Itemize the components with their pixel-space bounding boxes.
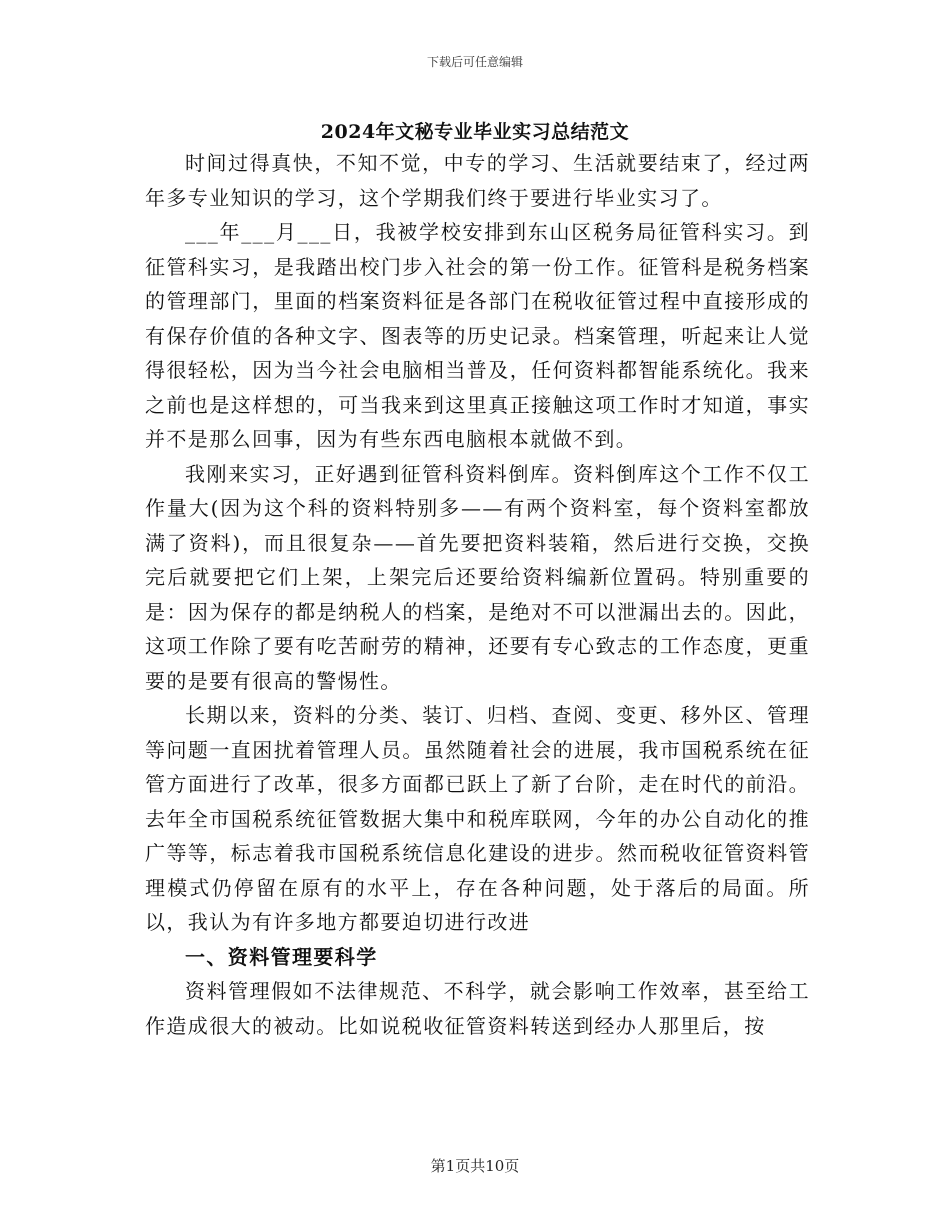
body-paragraph-1: 时间过得真快，不知不觉，中专的学习、生活就要结束了，经过两年多专业知识的学习，这个学期我们终于要进行毕业实习了。: [145, 151, 810, 210]
page-header-note: 下载后可任意编辑: [426, 55, 523, 69]
body-paragraph-2: ___年___月___日，我被学校安排到东山区税务局征管科实习。到征管科实习，是我踏出校门步入社会的第一份工作。征管科是税务档案的管理部门，里面的档案资料征是各部门在税收征管过程中直接形成的有保存价值的各种文字、图表等的历史记录。档案管理，听起来让人觉得很轻松，因为当今社会电脑相当普及，任何资料都智能系统化。我来之前也是这样想的，可当我来到这里真正接触这项工作时才知道，事实并不是那么回事，因为有些东西电脑根本就做不到。: [145, 220, 810, 451]
body-paragraph-3: 我刚来实习，正好遇到征管科资料倒库。资料倒库这个工作不仅工作量大(因为这个科的资料特别多——有两个资料室，每个资料室都放满了资料)，而且很复杂——首先要把资料装箱，然后进行交换，交换完后就要把它们上架，上架完后还要给资料编新位置码。特别重要的是：因为保存的都是纳税人的档案，是绝对不可以泄漏出去的。因此，这项工作除了要有吃苦耐劳的精神，还要有专心致志的工作态度，更重要的是要有很高的警惕性。: [145, 461, 810, 693]
body-paragraph-4: 长期以来，资料的分类、装订、归档、查阅、变更、移外区、管理等问题一直困扰着管理人员。虽然随着社会的进展，我市国税系统在征管方面进行了改革，很多方面都已跃上了新了台阶，走在时代的前沿。去年全市国税系统征管数据大集中和税库联网，今年的办公自动化的推广等等，标志着我市国税系统信息化建设的进步。然而税收征管资料管理模式仍停留在原有的水平上，存在各种问题，处于落后的局面。所以，我认为有许多地方都要迫切进行改进: [145, 703, 810, 934]
section-heading: 一、资料管理要科学: [185, 944, 378, 969]
section-paragraph: 资料管理假如不法律规范、不科学，就会影响工作效率，甚至给工作造成很大的被动。比如说税收征管资料转送到经办人那里后，按: [145, 979, 810, 1038]
document-body: [145, 146, 810, 1043]
document-title: 2024年文秘专业毕业实习总结范文: [320, 121, 630, 143]
page-footer-page-number: 第1页共10页: [430, 1157, 520, 1175]
